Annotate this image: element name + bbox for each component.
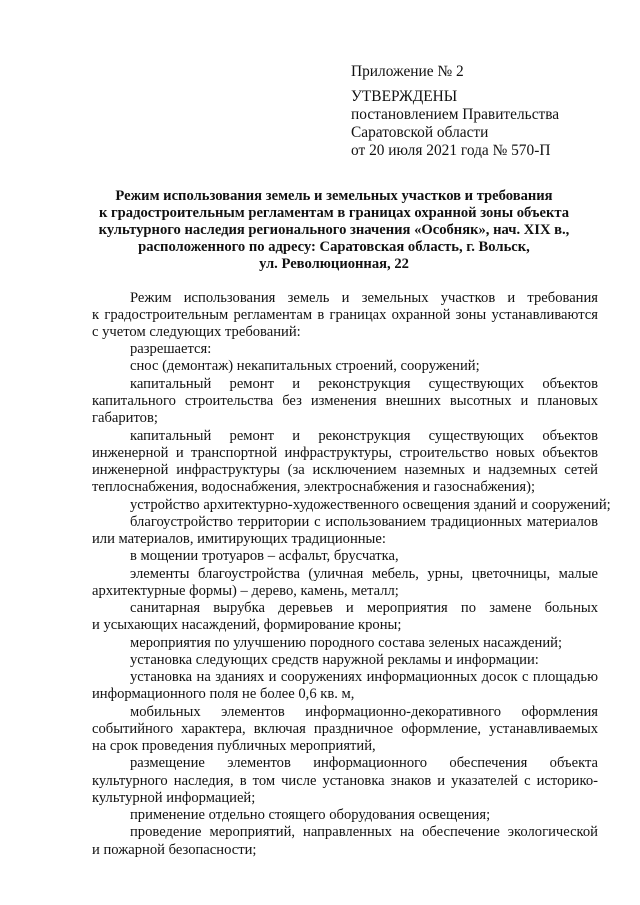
- body-line: инженерной и транспортной инфраструктуры, строительство новых объектов: [92, 445, 598, 461]
- body-line: на срок проведения публичных мероприятий,: [92, 738, 376, 754]
- body-line: мероприятия по улучшению породного состава зеленых насаждений;: [130, 635, 563, 651]
- body-line: проведение мероприятий, направленных на обеспечение экологической: [130, 824, 598, 840]
- resolution-line-3: от 20 июля 2021 года № 570-П: [351, 142, 551, 159]
- body-line: благоустройство территории с использованием традиционных материалов: [130, 514, 598, 530]
- body-line: теплоснабжения, водоснабжения, электроснабжения и газоснабжения);: [92, 479, 536, 495]
- resolution-line-2: Саратовской области: [351, 124, 489, 141]
- body-line: применение отдельно стоящего оборудования освещения;: [130, 807, 491, 823]
- body-line: элементы благоустройства (уличная мебель, урны, цветочницы, малые: [130, 566, 598, 582]
- body-line: инженерной инфраструктуры (за исключением наземных и надземных сетей: [92, 462, 598, 478]
- body-line: с учетом следующих требований:: [92, 324, 301, 340]
- approval-block: [351, 88, 621, 160]
- body-line: культурной информацией;: [92, 790, 256, 806]
- title-line: к градостроительным регламентам в границах охранной зоны объекта: [98, 205, 570, 221]
- body-line: капитальный ремонт и реконструкция существующих объектов: [130, 428, 598, 444]
- body-line: к градостроительным регламентам в границах охранной зоны устанавливаются: [92, 307, 598, 323]
- body-line: событийного характера, включая праздничное оформление, устанавливаемых: [92, 721, 598, 737]
- title-line: Режим использования земель и земельных участков и требования: [115, 188, 553, 204]
- resolution-line-1: постановлением Правительства: [351, 106, 560, 123]
- body-line: снос (демонтаж) некапитальных строений, сооружений;: [130, 358, 480, 374]
- body-line: культурного наследия, в том числе установка знаков и указателей с историко-: [92, 773, 598, 789]
- appendix-number: Приложение № 2: [351, 63, 464, 80]
- body-line: санитарная вырубка деревьев и мероприятия по замене больных: [130, 600, 598, 616]
- body-line: и усыхающих насаждений, формирование кроны;: [92, 617, 402, 633]
- title-line: ул. Революционная, 22: [259, 256, 409, 272]
- title-line: культурного наследия регионального значения «Особняк», нач. XIX в.,: [98, 222, 570, 238]
- title-line: расположенного по адресу: Саратовская область, г. Вольск,: [138, 239, 530, 255]
- body-line: капитального строительства без изменения внешних высотных и плановых: [92, 393, 598, 409]
- body-line: устройство архитектурно-художественного освещения зданий и сооружений;: [130, 497, 611, 513]
- body-line: размещение элементов информационного обеспечения объекта: [130, 755, 598, 771]
- body-line: установка следующих средств наружной рекламы и информации:: [130, 652, 539, 668]
- body-line: в мощении тротуаров – асфальт, брусчатка,: [130, 548, 399, 564]
- body-line: архитектурные формы) – дерево, камень, металл;: [92, 583, 399, 599]
- body-line: разрешается:: [130, 341, 212, 357]
- body-line: установка на зданиях и сооружениях информационных досок с площадью: [130, 669, 598, 685]
- body-line: или материалов, имитирующих традиционные:: [92, 531, 386, 547]
- body-line: габаритов;: [92, 410, 158, 426]
- approved-heading: УТВЕРЖДЕНЫ: [351, 88, 458, 105]
- body-line: капитальный ремонт и реконструкция существующих объектов: [130, 376, 598, 392]
- body-line: мобильных элементов информационно-декоративного оформления: [130, 704, 598, 720]
- body-line: Режим использования земель и земельных участков и требования: [130, 290, 598, 306]
- document-title: [60, 188, 608, 273]
- body-line: информационного поля не более 0,6 кв. м,: [92, 686, 355, 702]
- body-line: и пожарной безопасности;: [92, 842, 257, 858]
